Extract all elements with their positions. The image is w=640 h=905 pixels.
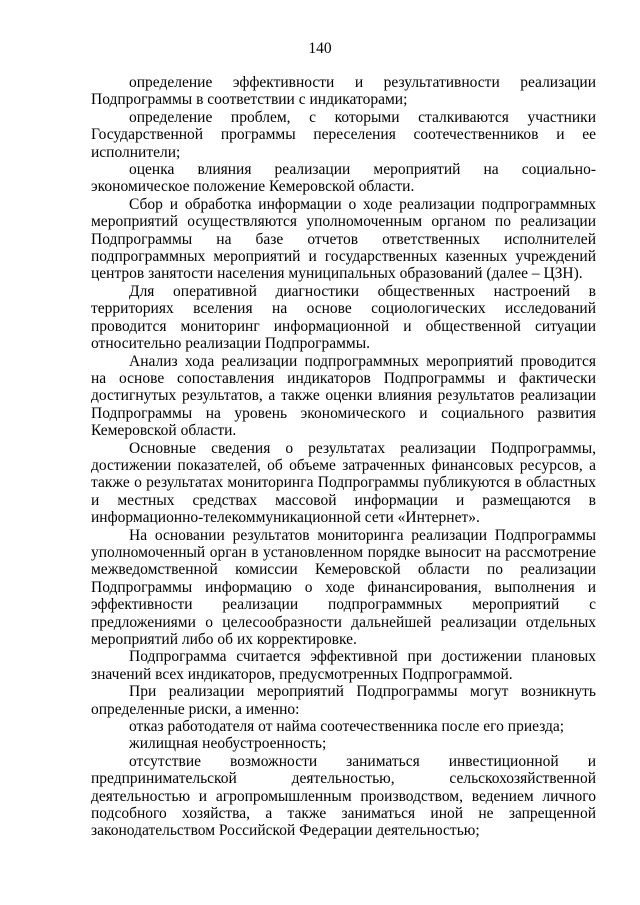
paragraph-3: оценка влияния реализации мероприятий на социально-экономическое положение Кемеровской области. — [91, 161, 596, 196]
paragraph-8: На основании результатов мониторинга реализации Подпрограммы уполномоченный орган в установленном порядке выносит на рассмотрение межведомственной комиссии Кемеровской области по реализации Подпрограммы информацию о ходе финансирования, выполнения и эффективности реализации подпрограммных мероприятий с предложениями о целесообразности дальнейшей реализации отдельных мероприятий либо об их корректировке. — [91, 526, 596, 648]
paragraph-10: При реализации мероприятий Подпрограммы могут возникнуть определенные риски, а именно: — [91, 683, 596, 718]
paragraph-13: отсутствие возможности заниматься инвестиционной и предпринимательской деятельностью, сельскохозяйственной деятельностью и агропромышленным производством, ведением личного подсобного хозяйства, а также заниматься иной не запрещенной законодательством Российской Федерации деятельностью; — [91, 752, 596, 840]
paragraph-9: Подпрограмма считается эффективной при достижении плановых значений всех индикаторов, предусмотренных Подпрограммой. — [91, 648, 596, 683]
paragraph-6: Анализ хода реализации подпрограммных мероприятий проводится на основе сопоставления индикаторов Подпрограммы и фактически достигнутых результатов, а также оценки влияния результатов реализации Подпрограммы на уровень экономического и социального развития Кемеровской области. — [91, 352, 596, 440]
page-number: 140 — [308, 40, 332, 57]
paragraph-12: жилищная необустроенность; — [129, 735, 327, 753]
paragraph-2: определение проблем, с которыми сталкиваются участники Государственной программы переселения соотечественников и ее исполнители; — [91, 108, 596, 161]
body-text — [91, 74, 596, 840]
paragraph-11: отказ работодателя от найма соотечественника после его приезда; — [129, 718, 565, 736]
paragraph-4: Сбор и обработка информации о ходе реализации подпрограммных мероприятий осуществляются уполномоченным органом по реализации Подпрограммы на базе отчетов ответственных исполнителей подпрограммных мероприятий и государственных казенных учреждений центров занятости населения муниципальных образований (далее – ЦЗН). — [91, 195, 596, 283]
paragraph-1: определение эффективности и результативности реализации Подпрограммы в соответствии с индикаторами; — [91, 74, 596, 109]
paragraph-7: Основные сведения о результатах реализации Подпрограммы, достижении показателей, об объеме затраченных финансовых ресурсов, а также о результатах мониторинга Подпрограммы публикуются в областных и местных средствах массовой информации и размещаются в информационно-телекоммуникационной сети «Интернет». — [91, 439, 596, 527]
paragraph-5: Для оперативной диагностики общественных настроений в территориях вселения на основе социологических исследований проводится мониторинг информационной и общественной ситуации относительно реализации Подпрограммы. — [91, 282, 596, 353]
